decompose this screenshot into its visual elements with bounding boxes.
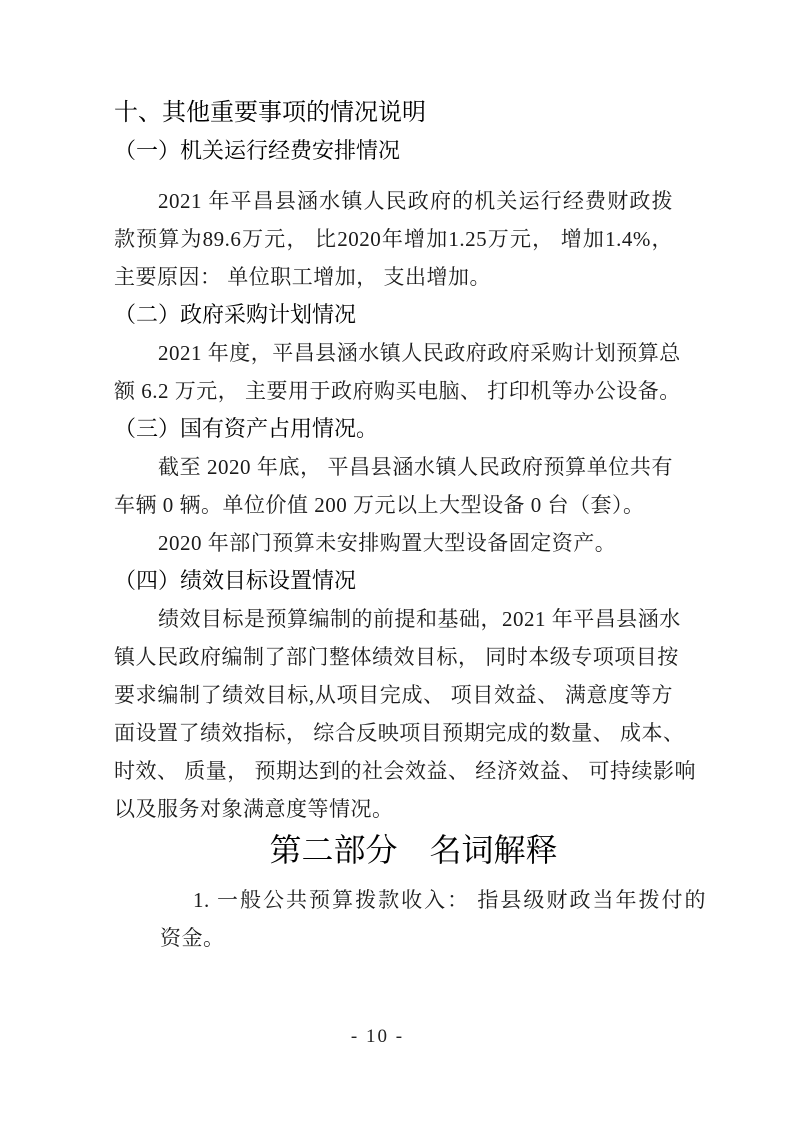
- subsection-heading: （二）政府采购计划情况: [114, 302, 357, 327]
- subsection-heading: （三）国有资产占用情况。: [114, 416, 379, 441]
- subsection-heading: （四）绩效目标设置情况: [114, 568, 357, 593]
- text-line: 时效、 质量， 预期达到的社会效益、 经济效益、 可持续影响: [114, 759, 696, 783]
- paragraph: [114, 182, 673, 296]
- document-content: [114, 94, 706, 957]
- text-line: 资金。: [160, 926, 225, 950]
- text-line: 要求编制了绩效目标,从项目完成、 项目效益、 满意度等方: [114, 683, 673, 707]
- text-line: 款预算为89.6万元， 比2020年增加1.25万元， 增加1.4%，: [114, 227, 673, 251]
- text-line: 车辆 0 辆。单位价值 200 万元以上大型设备 0 台（套）。: [114, 493, 645, 517]
- section-heading: 十、其他重要事项的情况说明: [114, 99, 426, 126]
- paragraph: [114, 600, 696, 828]
- text-line: 面设置了绩效指标， 综合反映项目预期完成的数量、 成本、: [114, 721, 685, 745]
- text-line: 2021 年度，平昌县涵水镇人民政府政府采购计划预算总: [158, 341, 681, 365]
- text-line: 主要原因： 单位职工增加， 支出增加。: [114, 265, 491, 289]
- text-line: 绩效目标是预算编制的前提和基础，2021 年平昌县涵水: [158, 607, 681, 631]
- text-line: 以及服务对象满意度等情况。: [114, 797, 394, 821]
- page-number: - 10 -: [350, 1026, 405, 1047]
- text-line: 截至 2020 年底， 平昌县涵水镇人民政府预算单位共有: [158, 455, 673, 479]
- paragraph: [114, 334, 681, 410]
- text-line: 额 6.2 万元， 主要用于政府购买电脑、 打印机等办公设备。: [114, 379, 681, 403]
- text-line: 2021 年平昌县涵水镇人民政府的机关运行经费财政拨: [158, 189, 673, 213]
- text-line: 1. 一般公共预算拨款收入： 指县级财政当年拨付的: [193, 888, 706, 912]
- subsection-heading: （一）机关运行经费安排情况: [114, 138, 401, 163]
- paragraph: [114, 524, 673, 562]
- text-line: 镇人民政府编制了部门整体绩效目标， 同时本级专项项目按: [114, 645, 679, 669]
- text-line: 2020 年部门预算未安排购置大型设备固定资产。: [158, 531, 617, 555]
- paragraph: [114, 881, 706, 957]
- part-title: 第二部分 名词解释: [269, 832, 558, 868]
- paragraph: [114, 448, 673, 524]
